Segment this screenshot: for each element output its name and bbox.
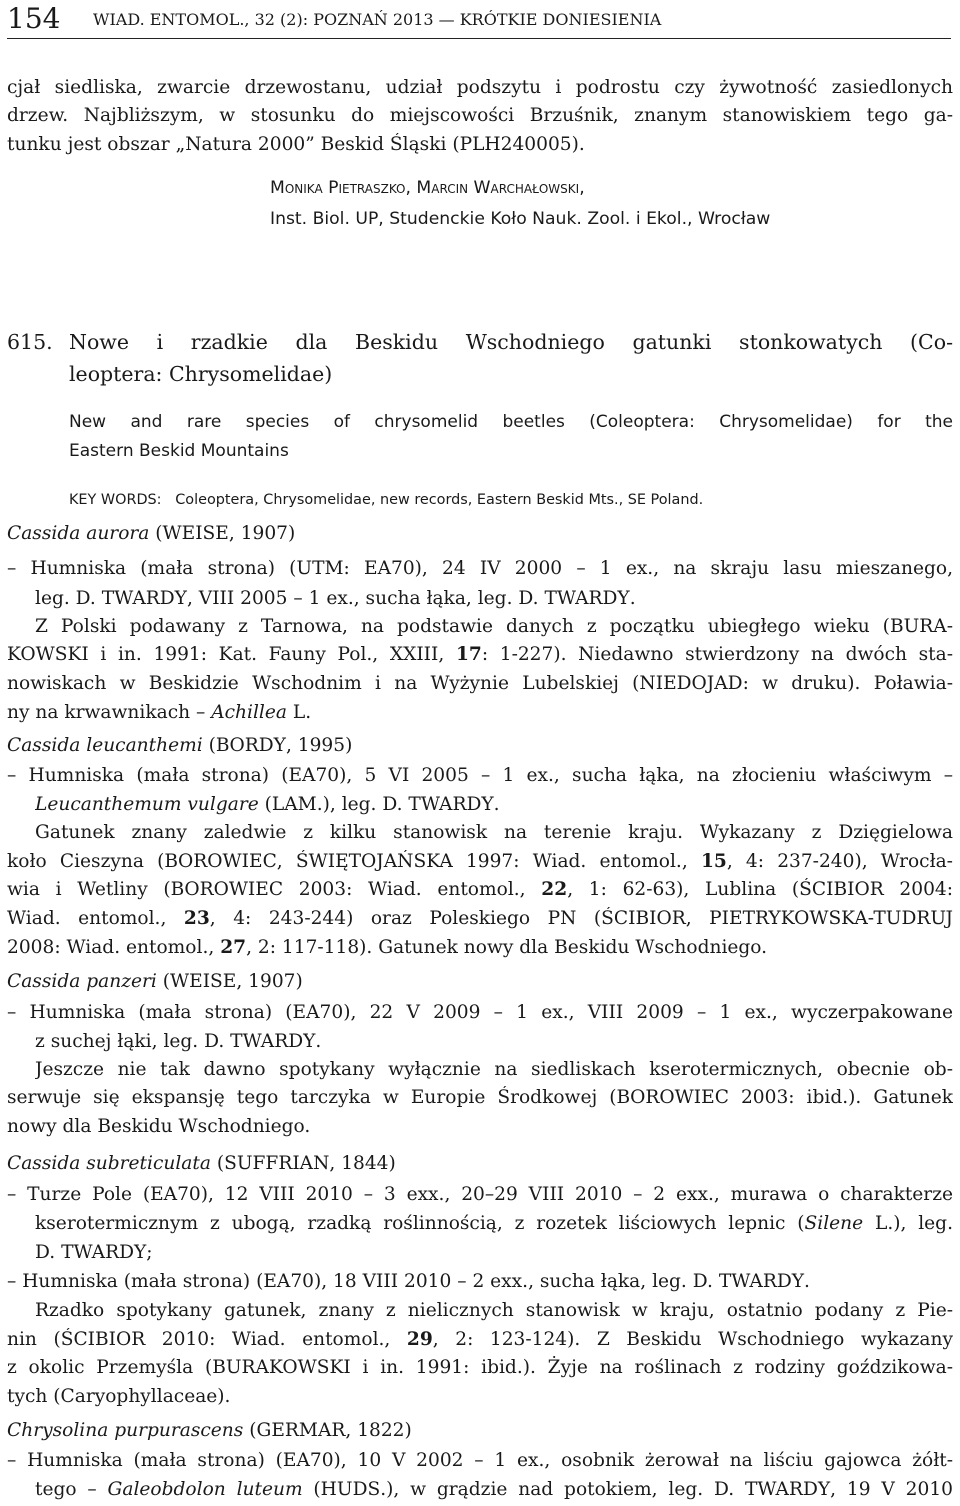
species-heading: Cassida subreticulata (SUFFRIAN, 1844) xyxy=(7,1153,396,1174)
text-line: wia i Wetliny (BOROWIEC 2003: Wiad. entomol., 22, 1: 62-63), Lublina (ŚCIBIOR 2004: xyxy=(7,879,953,900)
species-heading: Cassida leucanthemi (BORDY, 1995) xyxy=(7,735,353,756)
english-title-line: New and rare species of chrysomelid beetles (Coleoptera: Chrysomelidae) for the xyxy=(69,412,953,432)
text-line: serwuje się ekspansję tego tarczyka w Europie Środkowej (BOROWIEC 2003: ibid.). Gatunek xyxy=(7,1087,953,1108)
prev-text-line: tunku jest obszar „Natura 2000” Beskid Śląski (PLH240005). xyxy=(7,134,585,155)
text-line: Jeszcze nie tak dawno spotykany wyłącznie na siedliskach kserotermicznych, obecnie ob- xyxy=(35,1059,953,1080)
running-title: WIAD. ENTOMOL., 32 (2): POZNAŃ 2013 — KRÓTKIE DONIESIENIA xyxy=(93,10,662,29)
text-line: Wiad. entomol., 23, 4: 243-244) oraz Poleskiego PN (ŚCIBIOR, PIETRYKOWSKA-TUDRUJ xyxy=(7,908,953,929)
article-number: 615. xyxy=(7,330,53,354)
keywords-label: KEY WORDS: xyxy=(69,492,162,508)
article-title-line: leoptera: Chrysomelidae) xyxy=(69,362,333,386)
text-line: Z Polski podawany z Tarnowa, na podstawie danych z początku ubiegłego wieku (BURA- xyxy=(35,616,953,637)
keywords xyxy=(69,488,949,514)
record-line: D. TWARDY; xyxy=(35,1242,153,1263)
species-heading: Cassida aurora (WEISE, 1907) xyxy=(7,523,296,544)
text-line: Gatunek znany zaledwie z kilku stanowisk na terenie kraju. Wykazany z Dzięgielowa xyxy=(35,822,953,843)
prev-text-line: drzew. Najbliższym, w stosunku do miejscowości Brzuśnik, znanym stanowiskiem tego ga- xyxy=(7,105,953,126)
prev-text-line: cjał siedliska, zwarcie drzewostanu, udział podszytu i podrostu czy żywotność zasiedlonych xyxy=(7,77,953,98)
english-title-line: Eastern Beskid Mountains xyxy=(69,441,289,461)
species-heading: Cassida panzeri (WEISE, 1907) xyxy=(7,971,303,992)
species-heading: Chrysolina purpurascens (GERMAR, 1822) xyxy=(7,1420,412,1441)
text-line: nowiskach w Beskidzie Wschodnim i na Wyżynie Lubelskiej (NIEDOJAD: w druku). Poławia- xyxy=(7,673,953,694)
running-header xyxy=(7,0,951,39)
keywords-text: Coleoptera, Chrysomelidae, new records, Eastern Beskid Mts., SE Poland. xyxy=(175,492,704,508)
text-line: nin (ŚCIBIOR 2010: Wiad. entomol., 29, 2: 123-124). Z Beskidu Wschodniego wykazany xyxy=(7,1329,953,1350)
record-line: leg. D. TWARDY, VIII 2005 – 1 ex., sucha łąka, leg. D. TWARDY. xyxy=(35,588,636,609)
prev-affiliation: Inst. Biol. UP, Studenckie Koło Nauk. Zool. i Ekol., Wrocław xyxy=(270,209,771,229)
record-line: z suchej łąki, leg. D. TWARDY. xyxy=(35,1031,322,1052)
record-line: tego – Galeobdolon luteum (HUDS.), w grądzie nad potokiem, leg. D. TWARDY, 19 V 2010 xyxy=(35,1479,953,1500)
text-line: koło Cieszyna (BOROWIEC, ŚWIĘTOJAŃSKA 1997: Wiad. entomol., 15, 4: 237-240), Wrocła- xyxy=(7,851,953,872)
record-line: – Humniska (mała strona) (UTM: EA70), 24 IV 2000 – 1 ex., na skraju lasu mieszanego, xyxy=(7,558,953,579)
article-title-line: Nowe i rzadkie dla Beskidu Wschodniego gatunki stonkowatych (Co- xyxy=(69,330,953,354)
text-line: KOWSKI i in. 1991: Kat. Fauny Pol., XXIII, 17: 1-227). Niedawno stwierdzony na dwóch sta- xyxy=(7,644,953,665)
record-line: Leucanthemum vulgare (LAM.), leg. D. TWARDY. xyxy=(35,794,500,815)
text-line: Rzadko spotykany gatunek, znany z nielicznych stanowisk w kraju, ostatnio podany z Pie- xyxy=(35,1300,953,1321)
text-line: tych (Caryophyllaceae). xyxy=(7,1386,231,1407)
record-line: – Turze Pole (EA70), 12 VIII 2010 – 3 exx., 20–29 VIII 2010 – 2 exx., murawa o charakterze xyxy=(7,1184,953,1205)
record-line: kserotermicznym z ubogą, rzadką roślinnością, z rozetek liściowych lepnic (Silene L.), leg. xyxy=(35,1213,953,1234)
page-number: 154 xyxy=(7,2,61,35)
text-line: z okolic Przemyśla (BURAKOWSKI i in. 1991: ibid.). Żyje na roślinach z rodziny goździkowa- xyxy=(7,1357,953,1378)
text-line: 2008: Wiad. entomol., 27, 2: 117-118). Gatunek nowy dla Beskidu Wschodniego. xyxy=(7,937,768,958)
text-line: nowy dla Beskidu Wschodniego. xyxy=(7,1116,311,1137)
text-line: ny na krwawnikach – Achillea L. xyxy=(7,702,312,723)
record-line: – Humniska (mała strona) (EA70), 5 VI 2005 – 1 ex., sucha łąka, na złocieniu właściwym – xyxy=(7,765,953,786)
prev-authors: Monika Pietraszko, Marcin Warchałowski, xyxy=(270,178,585,198)
record-line: – Humniska (mała strona) (EA70), 18 VIII 2010 – 2 exx., sucha łąka, leg. D. TWARDY. xyxy=(7,1271,810,1292)
record-line: – Humniska (mała strona) (EA70), 10 V 2002 – 1 ex., osobnik żerował na liściu gajowca żółt- xyxy=(7,1450,953,1471)
record-line: – Humniska (mała strona) (EA70), 22 V 2009 – 1 ex., VIII 2009 – 1 ex., wyczerpakowane xyxy=(7,1002,953,1023)
